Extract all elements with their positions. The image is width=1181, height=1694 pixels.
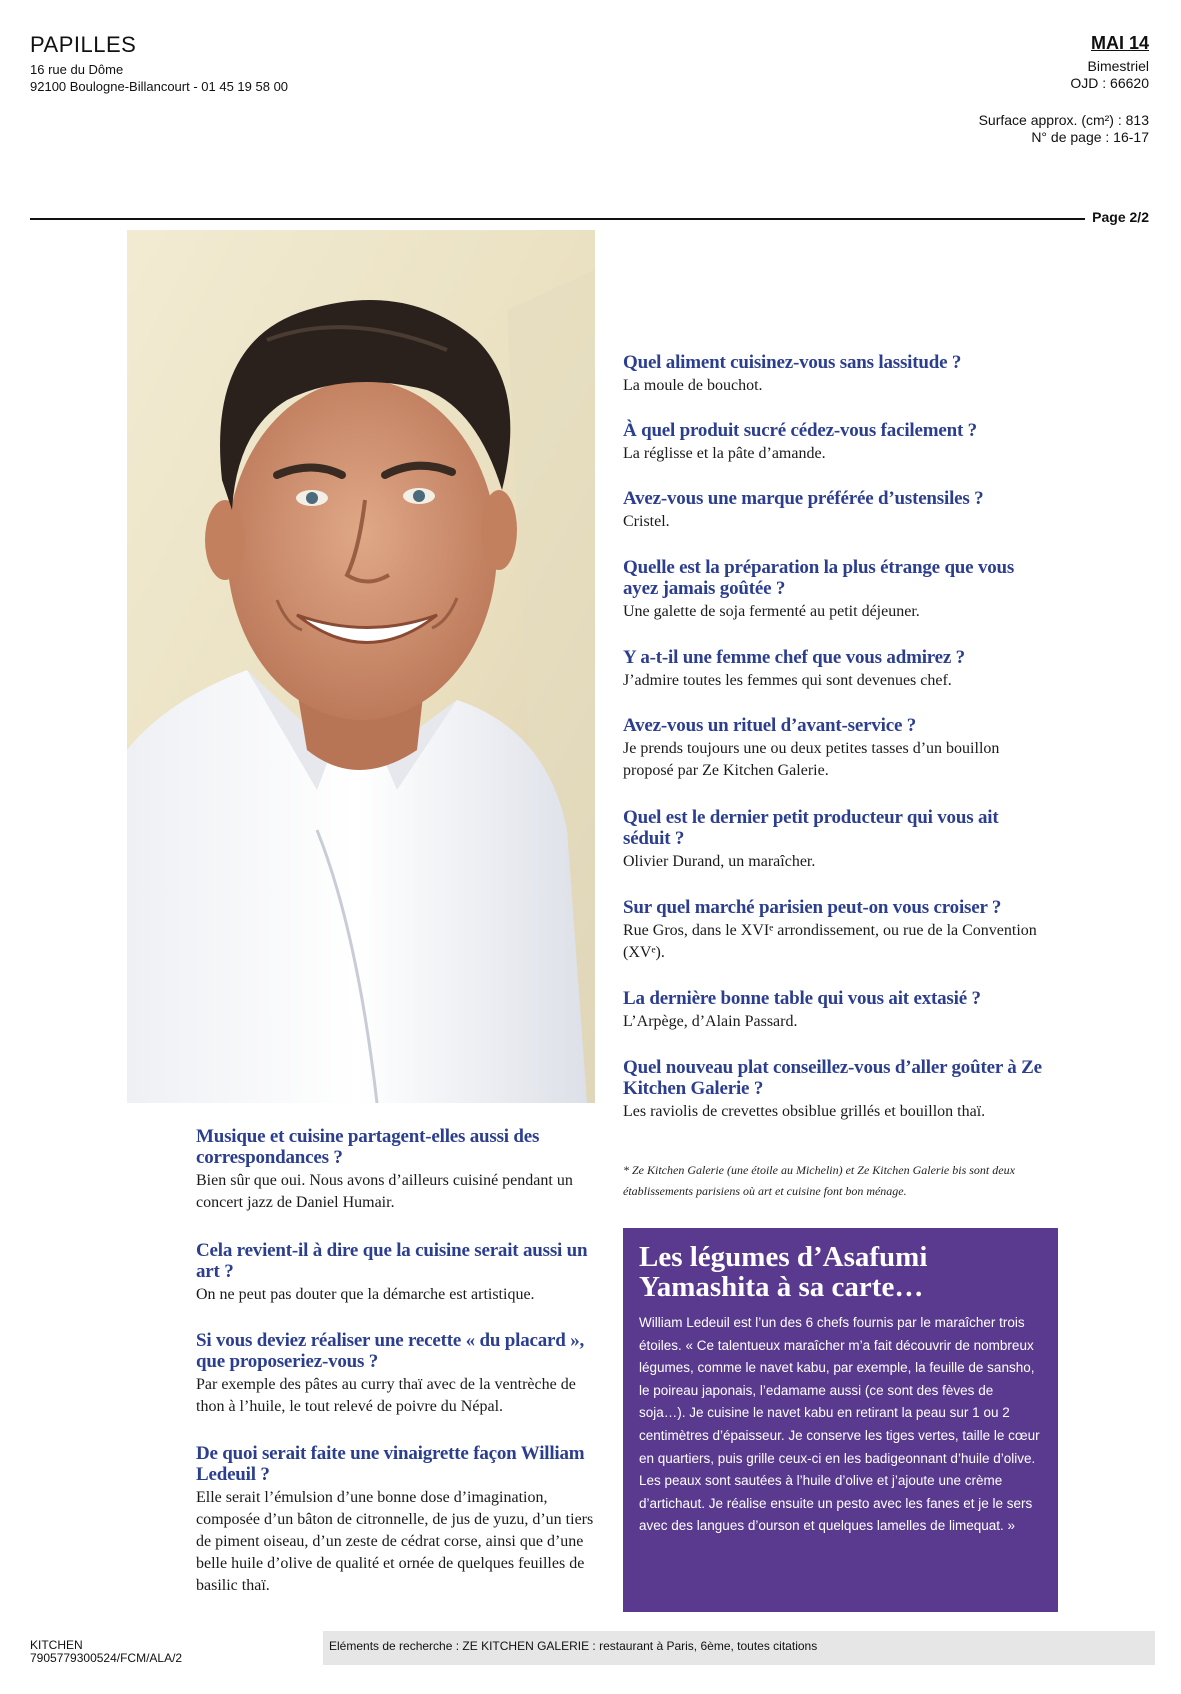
footer-document-id: 7905779300524/FCM/ALA/2 [30,1651,183,1665]
answer: J’admire toutes les femmes qui sont devenues chef. [623,672,952,689]
answer: Elle serait l’émulsion d’une bonne dose d’imagination, composée d’un bâton de citronnelle, de jus de yuzu, d’un tiers de piment oiseau, d’un zeste de cédrat corse, ainsi que d’une belle huile d’olive de qualité et ornée de quelques feuilles de basilic thaï. [196,1489,594,1594]
answer: La réglisse et la pâte d’amande. [623,445,826,462]
footer-search-terms: Eléments de recherche : ZE KITCHEN GALERIE : restaurant à Paris, 6ème, toutes citations [323,1631,1155,1665]
question: Sur quel marché parisien peut-on vous croiser ? [623,897,1002,918]
qa-item [623,557,1043,623]
qa-item [623,420,1043,465]
publication-address-line2: 92100 Boulogne-Billancourt - 01 45 19 58 00 [30,79,289,94]
ojd-count: OJD : 66620 [1070,75,1149,91]
qa-item [196,1330,606,1418]
answer: Je prends toujours une ou deux petites tasses d’un bouillon proposé par Ze Kitchen Galerie. [623,740,1000,779]
qa-item [623,988,1043,1033]
question: Si vous deviez réaliser une recette « du placard », que proposeriez-vous ? [196,1330,585,1372]
question: La dernière bonne table qui vous ait extasié ? [623,988,981,1009]
page-indicator: Page 2/2 [1086,209,1149,225]
question: Quel aliment cuisinez-vous sans lassitude ? [623,352,962,373]
qa-item [196,1443,606,1597]
qa-item [623,1057,1043,1123]
answer: Par exemple des pâtes au curry thaï avec de la ventrèche de thon à l’huile, le tout relevé de poivre du Népal. [196,1376,576,1415]
answer: L’Arpège, d’Alain Passard. [623,1013,798,1030]
question: Quel est le dernier petit producteur qui vous ait séduit ? [623,807,999,849]
question: Musique et cuisine partagent-elles aussi des correspondances ? [196,1126,540,1168]
qa-item [623,647,1043,692]
publication-address-line1: 16 rue du Dôme [30,62,124,77]
answer: Une galette de soja fermenté au petit déjeuner. [623,603,920,620]
answer: Bien sûr que oui. Nous avons d’ailleurs cuisiné pendant un concert jazz de Daniel Humair. [196,1172,573,1211]
answer: Olivier Durand, un maraîcher. [623,853,816,870]
chef-portrait-photo [127,230,595,1103]
qa-item [196,1126,606,1214]
footnote: * Ze Kitchen Galerie (une étoile au Michelin) et Ze Kitchen Galerie bis sont deux établissements parisiens où art et cuisine font bon ménage. [623,1163,1015,1198]
qa-item [623,807,1043,873]
question: À quel produit sucré cédez-vous facilement ? [623,420,977,441]
answer: On ne peut pas douter que la démarche est artistique. [196,1286,535,1303]
qa-item [196,1240,606,1306]
qa-item [623,352,1043,397]
sidebar-text: William Ledeuil est l’un des 6 chefs fournis par le maraîcher trois étoiles. « Ce talentueux maraîcher m’a fait découvrir de nombreux légumes, comme le navet kabu, par exemple, la feuille de sansho, le poireau japonais, l’edamame aussi (ce sont des fèves de soja…). Je cuisine le navet kabu en retirant la peau sur 1 ou 2 centimètres d’épaisseur. Je conserve les tiges vertes, taille le cœur en quartiers, puis grille ceux-ci en les badigeonnant d’huile d’olive. Les peaux sont sautées à l’huile d’olive et j’ajoute une crème d’artichaut. Je réalise ensuite un pesto avec les fanes et je le sers avec des langues d’ourson et quelques lamelles de limequat. » [639,1315,1040,1534]
qa-item [623,715,1043,782]
page-numbers: N° de page : 16-17 [1031,129,1149,145]
answer: Les raviolis de crevettes obsiblue grillés et bouillon thaï. [623,1103,986,1120]
issue-date: MAI 14 [1090,33,1149,53]
question: Cela revient-il à dire que la cuisine serait aussi un art ? [196,1240,588,1282]
answer: Cristel. [623,513,670,530]
answer: La moule de bouchot. [623,377,763,394]
qa-item [623,897,1043,964]
surface-area: Surface approx. (cm²) : 813 [978,112,1149,128]
answer: Rue Gros, dans le XVIᵉ arrondissement, ou rue de la Convention (XVᵉ). [623,922,1037,961]
frequency: Bimestriel [1087,58,1149,74]
qa-item [623,488,1043,533]
footer-client-name: KITCHEN [30,1638,83,1652]
question: Avez-vous une marque préférée d’ustensiles ? [623,488,984,509]
question: Y a-t-il une femme chef que vous admirez ? [623,647,965,668]
sidebar-title: Les légumes d’Asafumi Yamashita à sa carte… [639,1241,928,1303]
question: Quelle est la préparation la plus étrange que vous ayez jamais goûtée ? [623,557,1015,599]
question: Quel nouveau plat conseillez-vous d’aller goûter à Ze Kitchen Galerie ? [623,1057,1042,1099]
question: Avez-vous un rituel d’avant-service ? [623,715,917,736]
question: De quoi serait faite une vinaigrette façon William Ledeuil ? [196,1443,585,1485]
header-divider [30,218,1085,220]
publication-name: PAPILLES [30,32,137,57]
vegetables-sidebar-box [623,1228,1058,1612]
